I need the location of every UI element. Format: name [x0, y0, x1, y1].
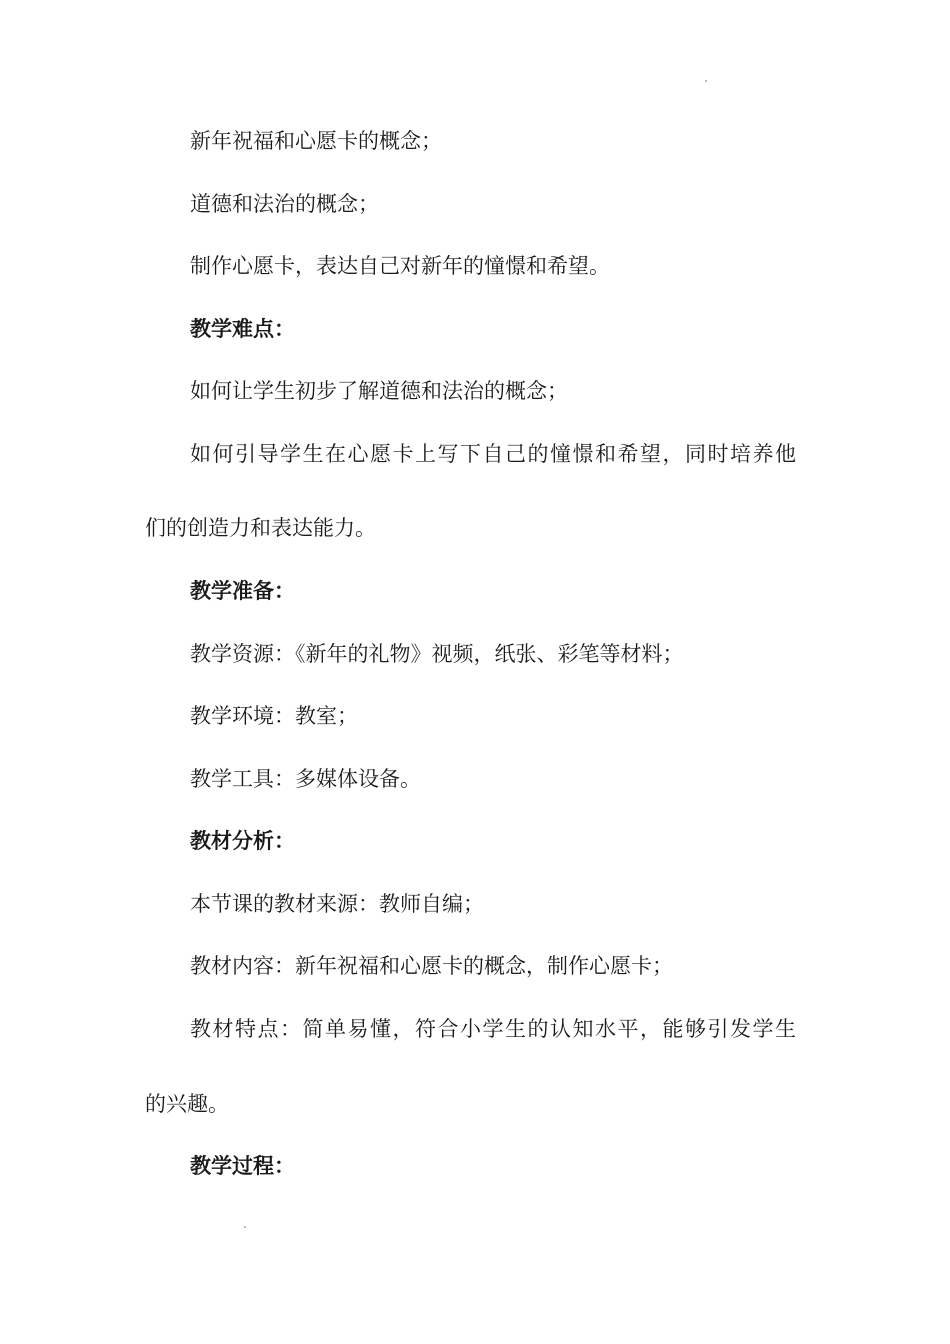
- paragraph-line: 制作心愿卡，表达自己对新年的憧憬和希望。: [190, 254, 610, 278]
- section-heading: 教学难点：: [190, 317, 295, 341]
- paragraph-line: 如何引导学生在心愿卡上写下自己的憧憬和希望，同时培养他: [190, 442, 798, 466]
- paragraph-line: 本节课的教材来源：教师自编；: [190, 892, 484, 916]
- paragraph-line: 如何让学生初步了解道德和法治的概念；: [190, 379, 568, 403]
- paragraph-line: 新年祝福和心愿卡的概念；: [190, 129, 442, 153]
- paragraph-line: 教材特点：简单易懂，符合小学生的认知水平，能够引发学生: [190, 1017, 798, 1041]
- section-heading: 教学过程：: [190, 1154, 295, 1178]
- paragraph-continuation: 们的创造力和表达能力。: [145, 516, 376, 540]
- paragraph-line: 教学工具：多媒体设备。: [190, 767, 421, 791]
- paragraph-line: 教学环境：教室；: [190, 704, 358, 728]
- paragraph-line: 教材内容：新年祝福和心愿卡的概念，制作心愿卡；: [190, 954, 673, 978]
- paragraph-line: 教学资源：《新年的礼物》视频，纸张、彩笔等材料；: [190, 642, 684, 666]
- scan-speck: [705, 80, 707, 82]
- paragraph-continuation: 的兴趣。: [145, 1092, 229, 1116]
- section-heading: 教材分析：: [190, 829, 295, 853]
- scan-speck: [244, 1226, 246, 1228]
- section-heading: 教学准备：: [190, 579, 295, 603]
- paragraph-line: 道德和法治的概念；: [190, 192, 379, 216]
